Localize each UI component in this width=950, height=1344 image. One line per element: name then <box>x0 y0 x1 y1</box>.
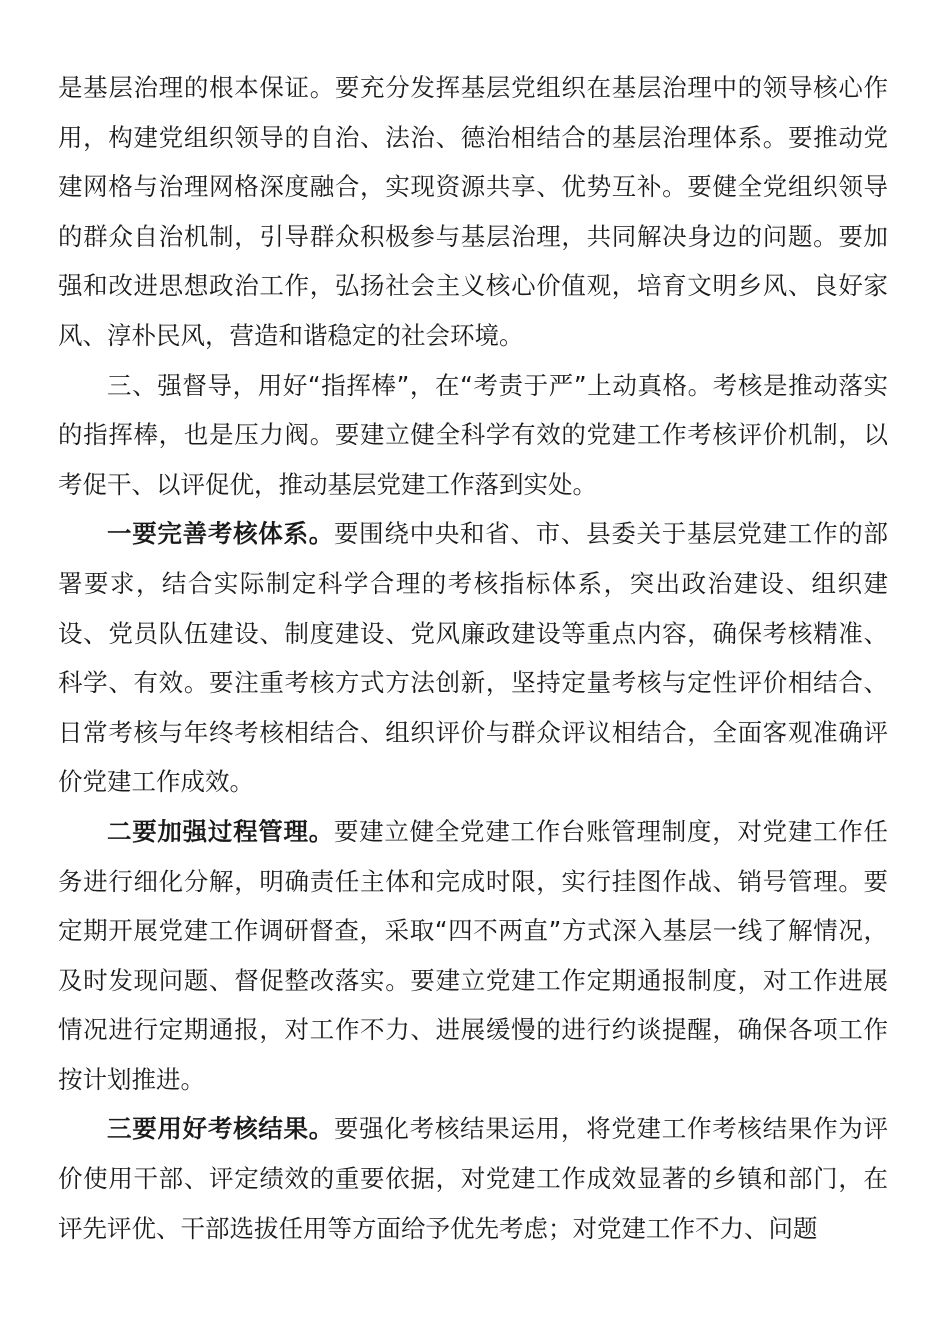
paragraph-5 <box>58 1104 888 1253</box>
paragraph-4-lead: 二要加强过程管理。 <box>107 816 334 846</box>
paragraph-5-lead: 三要用好考核结果。 <box>107 1114 334 1144</box>
paragraph-3-text: 要围绕中央和省、市、县委关于基层党建工作的部署要求，结合实际制定科学合理的考核指标体系，突出政治建设、组织建设、党员队伍建设、制度建设、党风廉政建设等重点内容，确保考核精准、科学、有效。要注重考核方式方法创新，坚持定量考核与定性评价相结合、日常考核与年终考核相结合、组织评价与群众评议相结合，全面客观准确评价党建工作成效。 <box>58 519 889 797</box>
paragraph-5-text: 要强化考核结果运用，将党建工作考核结果作为评价使用干部、评定绩效的重要依据，对党建工作成效显著的乡镇和部门，在评先评优、干部选拔任用等方面给予优先考虑；对党建工作不力、问题 <box>58 1114 889 1243</box>
paragraph-2-section-heading <box>58 361 888 510</box>
paragraph-4-text: 要建立健全党建工作台账管理制度，对党建工作任务进行细化分解，明确责任主体和完成时限，实行挂图作战、销号管理。要定期开展党建工作调研督查，采取“四不两直”方式深入基层一线了解情况，及时发现问题、督促整改落实。要建立党建工作定期通报制度，对工作进展情况进行定期通报，对工作不力、进展缓慢的进行约谈提醒，确保各项工作按计划推进。 <box>58 816 889 1094</box>
paragraph-1 <box>58 63 888 361</box>
paragraph-4 <box>58 807 888 1105</box>
document-body <box>58 63 888 1253</box>
paragraph-3-lead: 一要完善考核体系。 <box>107 519 334 549</box>
paragraph-3 <box>58 509 888 807</box>
paragraph-2-text: 三、强督导，用好“指挥棒”，在“考责于严”上动真格。考核是推动落实的指挥棒，也是压力阀。要建立健全科学有效的党建工作考核评价机制，以考促干、以评促优，推动基层党建工作落到实处。 <box>58 370 888 499</box>
paragraph-1-text: 是基层治理的根本保证。要充分发挥基层党组织在基层治理中的领导核心作用，构建党组织领导的自治、法治、德治相结合的基层治理体系。要推动党建网格与治理网格深度融合，实现资源共享、优势互补。要健全党组织领导的群众自治机制，引导群众积极参与基层治理，共同解决身边的问题。要加强和改进思想政治工作，弘扬社会主义核心价值观，培育文明乡风、良好家风、淳朴民风，营造和谐稳定的社会环境。 <box>58 73 888 350</box>
